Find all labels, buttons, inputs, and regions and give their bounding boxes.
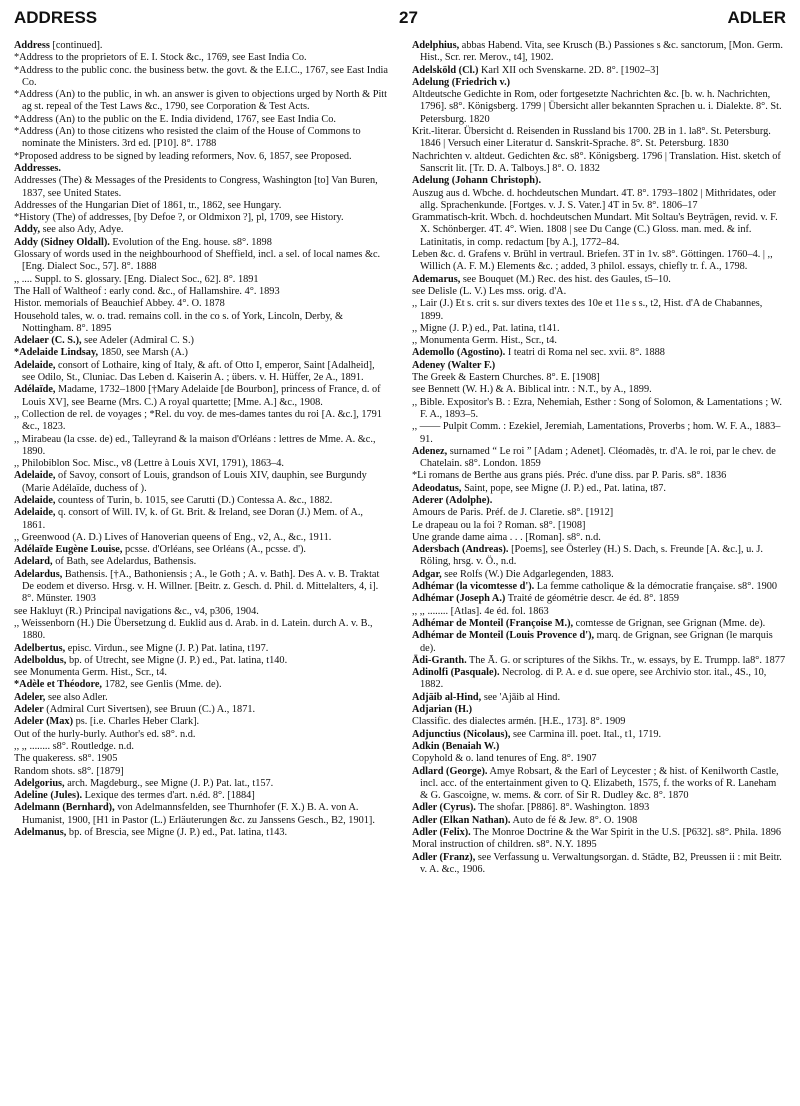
entry-text: ps. [i.e. Charles Heber Clark].: [73, 716, 200, 728]
catalog-entry: [412, 274, 786, 286]
catalog-entry: [412, 495, 786, 507]
page-number: 27: [399, 8, 418, 27]
entry-text: countess of Turin, b. 1015, see Carutti (D.) Contessa A. &c., 1882.: [55, 494, 333, 506]
entry-text: surnamed “ Le roi ” [Adam ; Adenet]. Cléomadès, tr. d'A. le roi, par le chev. de Chatelain. s8°. London. 1859: [420, 445, 776, 470]
catalog-entry: [14, 692, 388, 704]
catalog-entry: [412, 65, 786, 77]
catalog-entry: [412, 753, 786, 765]
catalog-entry: [14, 40, 388, 52]
entry-text: The Monroe Doctrine & the War Spirit in the U.S. [P632]. s8°. Phila. 1896: [470, 827, 782, 838]
catalog-entry: [14, 347, 388, 359]
entry-heading: Adelaer (C. S.),: [14, 335, 82, 347]
entry-text: abbas Habend. Vita, see Krusch (B.) Passiones s &c. sanctorum, [Mon. Germ. Hist., Scr. rer. Merov., t4], 1902.: [420, 40, 783, 64]
entry-text: Leben &c. d. Grafens v. Brühl in vertraul. Briefen. 3T in 1v. s8°. Göttingen. 1760–4. | ,, Willich (A. F. M.) Elements &c. ; added, 3 philol. essays, chiefly tr. f. A., 1798.: [412, 249, 773, 273]
catalog-entry: [412, 323, 786, 335]
entry-text: ,, Collection de rel. de voyages ; *Rel. du voy. de mes-dames tantes du roi [A. &c.], 1791 &c., 1823.: [14, 408, 382, 433]
entry-heading: Adler (Felix).: [412, 827, 471, 838]
entry-text: The Greek & Eastern Churches. 8°. E. [1908]: [412, 372, 600, 384]
entry-heading: Adelaide,: [14, 359, 56, 371]
catalog-entry: [14, 790, 388, 802]
entry-text: ,, ,, ........ s8°. Routledge. n.d.: [14, 740, 134, 752]
entry-text: see also Ady, Adye.: [40, 224, 124, 236]
catalog-entry: [14, 679, 388, 691]
entry-text: arch. Magdeburg., see Migne (J. P.) Pat. lat., t157.: [64, 777, 274, 789]
entry-text: Karl XII och Svenskarne. 2D. 8°. [1902–3]: [478, 64, 659, 76]
catalog-entry: [14, 470, 388, 495]
catalog-entry: [412, 249, 786, 274]
entry-text: ,, Weissenborn (H.) Die Übersetzung d. Euklid aus d. Arab. in d. Latein. durch A. v. B., 1880.: [14, 617, 373, 642]
catalog-entry: [14, 175, 388, 200]
catalog-entry: [412, 188, 786, 213]
catalog-entry: [412, 741, 786, 753]
entry-heading: Adelaide,: [14, 494, 56, 506]
catalog-entry: [412, 704, 786, 716]
entry-heading: Adeodatus,: [412, 482, 462, 494]
catalog-entry: [412, 802, 786, 814]
entry-text: 1850, see Marsh (A.): [98, 347, 188, 359]
entry-text: bp. of Utrecht, see Migne (J. P.) ed., Pat. latina, t140.: [66, 654, 288, 666]
catalog-entry: [412, 520, 786, 532]
entry-text: 1782, see Genlis (Mme. de).: [102, 679, 222, 691]
entry-text: see Rolfs (W.) Die Adgarlegenden, 1883.: [441, 568, 614, 580]
entry-heading: Ademarus,: [412, 273, 461, 285]
catalog-entry: [412, 729, 786, 741]
entry-text: Random shots. s8°. [1879]: [14, 765, 124, 777]
catalog-entry: [412, 151, 786, 176]
entry-heading: Adelphius,: [412, 40, 460, 51]
entry-text: ,, Monumenta Germ. Hist., Scr., t4.: [412, 335, 558, 347]
entry-text: (Admiral Curt Sivertsen), see Bruun (C.) A., 1871.: [43, 704, 256, 716]
catalog-entry: [412, 630, 786, 655]
catalog-entry: [14, 298, 388, 310]
catalog-entry: [412, 298, 786, 323]
catalog-entry: [14, 618, 388, 643]
entry-heading: Adelard,: [14, 556, 53, 568]
entry-text: Saint, pope, see Migne (J. P.) ed., Pat. latina, t87.: [461, 482, 666, 494]
entry-heading: Addy (Sidney Oldall).: [14, 236, 110, 248]
entry-text: *Li romans de Berthe aus grans piés. Préc. d'une diss. par P. Paris. s8°. 1836: [412, 470, 727, 482]
catalog-entry: [14, 704, 388, 716]
catalog-entry: [14, 544, 388, 556]
entry-text: Out of the hurly-burly. Author's ed. s8°. n.d.: [14, 728, 196, 740]
catalog-entry: [14, 114, 388, 126]
entry-heading: Adinolfi (Pasquale).: [412, 667, 500, 679]
entry-text: Evolution of the Eng. house. s8°. 1898: [109, 236, 272, 248]
header-right-word: ADLER: [727, 8, 786, 27]
entry-text: episc. Virdun., see Migne (J. P.) Pat. latina, t197.: [65, 642, 269, 654]
entry-text: ,, —— Pulpit Comm. : Ezekiel, Jeremiah, Lamentations, Proverbs ; hom. W. F. A., 1883–91.: [412, 421, 781, 445]
entry-text: see Monumenta Germ. Hist., Scr., t4.: [14, 667, 168, 679]
entry-heading: Adelbertus,: [14, 642, 66, 654]
catalog-entry: [14, 237, 388, 249]
catalog-entry: [14, 126, 388, 151]
catalog-entry: [412, 335, 786, 347]
entry-heading: Adelboldus,: [14, 654, 67, 666]
catalog-entry: [412, 470, 786, 482]
entry-heading: Adlard (George).: [412, 765, 488, 777]
entry-text: Auszug aus d. Wbche. d. hochdeutschen Mundart. 4T. 8°. 1793–1802 | Mithridates, oder allg. Sprachenkunde. [Fortges. v. J. S. Vater.] 4T in 5v. 8°. 1806–17: [412, 187, 777, 211]
entry-text: see Bouquet (M.) Rec. des hist. des Gaules, t5–10.: [460, 273, 671, 285]
catalog-entry: [14, 434, 388, 459]
entry-text: Copyhold & o. land tenures of Eng. 8°. 1907: [412, 753, 597, 765]
catalog-entry: [14, 163, 388, 175]
catalog-entry: [412, 569, 786, 581]
entry-heading: Adjarian (H.): [412, 704, 473, 716]
entry-heading: Adelsköld (Cl.): [412, 64, 479, 76]
catalog-entry: [14, 753, 388, 765]
entry-text: comtesse de Grignan, see Grignan (Mme. de).: [573, 617, 766, 629]
catalog-entry: [14, 335, 388, 347]
entry-text: ,, Lair (J.) Et s. crit s. sur divers textes des 10e et 11e s s., t2, Hist. d'A de Chabannes, 1899.: [412, 298, 763, 322]
entry-text: [continued].: [49, 40, 103, 51]
entry-text: ,, Migne (J. P.) ed., Pat. latina, t141.: [412, 322, 560, 334]
entry-text: see Delisle (L. V.) Les mss. orig. d'A.: [412, 285, 567, 297]
entry-text: [Poems], see Österley (H.) S. Dach, s. Freunde [A. &c.], u. J. Röling, hrsg. v. Ö., n.d.: [420, 544, 764, 568]
catalog-entry: [14, 286, 388, 298]
catalog-entry: [14, 52, 388, 64]
catalog-entry: [14, 802, 388, 827]
entry-text: von Adelmannsfelden, see Thurnhofer (F. X.) B. A. von A. Humanist, 1900, [H1 in Pastor (L.) Erläuterungen &c. zu Janssens Gesch., B2, 1901].: [22, 802, 375, 826]
entry-text: of Savoy, consort of Louis, grandson of Louis XIV, dauphin, see Burgundy (Marie Adélaïde, duchess of ).: [22, 470, 367, 494]
catalog-entry: [412, 175, 786, 187]
entry-text: ,, Greenwood (A. D.) Lives of Hanoverian queens of Eng., v2, A., &c., 1911.: [14, 531, 332, 543]
entry-heading: Adjāib al-Hind,: [412, 691, 482, 703]
entry-heading: Adeler,: [14, 691, 46, 703]
catalog-entry: [14, 766, 388, 778]
entry-text: *History (The) of addresses, [by Defoe ?, or Oldmixon ?], pl, 1709, see History.: [14, 212, 344, 224]
entry-text: The Ā. G. or scriptures of the Sikhs. Tr., w. essays, by E. Trumpp. la8°. 1877: [466, 654, 786, 666]
entry-text: The quakeress. s8°. 1905: [14, 753, 118, 765]
catalog-entry: [412, 483, 786, 495]
entry-heading: Adhémar (la vicomtesse d').: [412, 581, 535, 593]
entry-text: Le drapeau ou la foi ? Roman. s8°. [1908]: [412, 519, 586, 531]
catalog-entry: [412, 212, 786, 249]
entry-heading: Adhémar de Monteil (Françoise M.),: [412, 617, 574, 629]
entry-text: *Address to the public conc. the business betw. the govt. & the E.I.C., 1767, see East India Co.: [14, 64, 388, 88]
entry-text: Traité de géométrie descr. 4e éd. 8°. 1859: [505, 593, 680, 605]
catalog-entry: [412, 766, 786, 803]
entry-text: ,, Mirabeau (la csse. de) ed., Talleyrand & la maison d'Orléans : lettres de Mme. A. &c., 1890.: [14, 433, 376, 457]
catalog-entry: [14, 569, 388, 606]
entry-text: Amours de Paris. Préf. de J. Claretie. s8°. [1912]: [412, 507, 614, 519]
entry-text: Moral instruction of children. s8°. N.Y. 1895: [412, 839, 597, 851]
entry-text: Necrolog. di P. A. e d. sue opere, see Archivio stor. ital., 4S., 10, 1882.: [420, 667, 767, 691]
entry-heading: Adler (Franz),: [412, 851, 476, 863]
entry-text: ,, Philobiblon Soc. Misc., v8 (Lettre à Louis XVI, 1791), 1863–4.: [14, 458, 284, 470]
catalog-entry: [14, 741, 388, 753]
entry-heading: Ādi-Granth.: [412, 654, 467, 666]
entry-text: *Address to the proprietors of E. I. Stock &c., 1769, see East India Co.: [14, 52, 307, 64]
catalog-entry: [14, 495, 388, 507]
entry-text: Amye Robsart, & the Earl of Leycester ; & hist. of Kenilworth Castle, incl. acc. of the entertainment given to Q. Elizabeth, 1575, f. the works of R. Laneham & G. Gascoigne, w. mems. & corr. of Sir R. Dudley &c. 8°. 1870: [420, 765, 779, 802]
entry-heading: Adenez,: [412, 445, 448, 457]
catalog-entry: [14, 311, 388, 336]
catalog-entry: [14, 89, 388, 114]
catalog-entry: [412, 286, 786, 298]
entry-text: q. consort of Will. IV, k. of Gt. Brit. & Ireland, see Doran (J.) Mem. of A., 1861.: [22, 507, 363, 531]
left-column: [14, 40, 388, 839]
catalog-entry: [412, 372, 786, 384]
catalog-entry: [14, 778, 388, 790]
catalog-entry: [412, 618, 786, 630]
entry-text: Histor. memorials of Beauchief Abbey. 4°. O. 1878: [14, 298, 225, 310]
entry-text: Auto de fé & Jew. 8°. O. 1908: [510, 814, 638, 826]
catalog-entry: [412, 544, 786, 569]
catalog-entry: [412, 593, 786, 605]
entry-text: see Bennett (W. H.) & A. Biblical intr. : N.T., by A., 1899.: [412, 384, 652, 396]
entry-heading: Adelmanus,: [14, 827, 67, 838]
catalog-entry: [412, 397, 786, 422]
catalog-entry: [14, 507, 388, 532]
catalog-entry: [14, 200, 388, 212]
catalog-entry: [14, 151, 388, 163]
catalog-entry: [412, 77, 786, 89]
right-column: [412, 40, 786, 876]
catalog-entry: [412, 606, 786, 618]
entry-heading: Adler (Cyrus).: [412, 802, 476, 814]
entry-text: see also Adler.: [45, 691, 108, 703]
entry-heading: Adelgorius,: [14, 777, 65, 789]
entry-text: Household tales, w. o. trad. remains coll. in the co s. of York, Lincoln, Derby, & Nottingham. 8°. 1895: [14, 310, 343, 334]
catalog-entry: [412, 692, 786, 704]
entry-text: La femme catholique & la démocratie française. s8°. 1900: [534, 581, 778, 593]
entry-heading: Adeler (Max): [14, 716, 73, 728]
entry-text: bp. of Brescia, see Migne (J. P.) ed., Pat. latina, t143.: [66, 827, 288, 838]
catalog-entry: [412, 40, 786, 65]
entry-text: Madame, 1732–1800 [†Mary Adelaide [de Bourbon], princess of France, d. of Louis XV], see Bearne (Mrs. C.) A royal quartette; [Mme. A.] &c., 1908.: [22, 384, 381, 408]
entry-heading: Address: [14, 40, 50, 51]
catalog-entry: [14, 224, 388, 236]
entry-heading: Ademollo (Agostino).: [412, 347, 506, 359]
catalog-entry: [14, 827, 388, 839]
entry-text: ,, .... Suppl. to S. glossary. [Eng. Dialect Soc., 62]. 8°. 1891: [14, 273, 259, 285]
page-header: [14, 8, 786, 32]
catalog-entry: [14, 458, 388, 470]
catalog-entry: [14, 716, 388, 728]
entry-text: *Address (An) to the public, in wh. an answer is given to objections urged by North & Pitt ag st. repeal of the Test Laws &c., 1790, see Corporation & Test Acts.: [14, 89, 388, 113]
catalog-entry: [412, 532, 786, 544]
catalog-entry: [14, 667, 388, 679]
entry-text: see Adeler (Admiral C. S.): [81, 335, 194, 347]
catalog-entry: [412, 421, 786, 446]
catalog-entry: [412, 360, 786, 372]
catalog-entry: [412, 655, 786, 667]
entry-text: marq. de Grignan, see Grignan (le marquis de).: [420, 630, 773, 654]
catalog-entry: [14, 249, 388, 274]
entry-heading: Adélaïde,: [14, 384, 56, 396]
entry-heading: Adeline (Jules).: [14, 790, 83, 802]
entry-text: *Address (An) to those citizens who resisted the claim of the House of Commons to nominate the Ministers. 3rd ed. [P10]. 8°. 1788: [14, 126, 361, 150]
entry-text: see 'Ajāib al Hind.: [481, 691, 561, 703]
catalog-entry: [412, 815, 786, 827]
entry-heading: Adeney (Walter F.): [412, 359, 496, 371]
entry-text: I teatri di Roma nel sec. xvii. 8°. 1888: [505, 347, 665, 359]
entry-heading: *Adelaide Lindsay,: [14, 347, 99, 359]
entry-heading: Adelaide,: [14, 470, 56, 482]
catalog-entry: [14, 274, 388, 286]
catalog-entry: [14, 729, 388, 741]
entry-text: see Carmina ill. poet. Ital., t1, 1719.: [510, 728, 662, 740]
entry-heading: Addresses.: [14, 162, 62, 174]
entry-heading: Adjunctius (Nicolaus),: [412, 728, 511, 740]
catalog-entry: [14, 65, 388, 90]
entry-text: Classific. des dialectes armén. [H.E., 173]. 8°. 1909: [412, 716, 626, 728]
entry-heading: Adeler: [14, 704, 44, 716]
catalog-entry: [412, 384, 786, 396]
entry-heading: Adelung (Johann Christoph).: [412, 175, 542, 187]
entry-heading: Addy,: [14, 224, 41, 236]
entry-heading: Adelaide,: [14, 507, 56, 519]
entry-heading: Adhémar de Monteil (Louis Provence d'),: [412, 630, 595, 642]
entry-text: ,, Bible. Expositor's B. : Ezra, Nehemiah, Esther : Song of Solomon, & Lamentations ; W. F. A., 1893–5.: [412, 396, 782, 420]
catalog-entry: [14, 212, 388, 224]
catalog-entry: [14, 360, 388, 385]
entry-text: see Verfassung u. Verwaltungsorgan. d. Städte, B2, Preussen ii : mit Beitr. v. A. &c., 1906.: [420, 851, 782, 875]
catalog-entry: [412, 89, 786, 126]
entry-text: *Proposed address to be signed by leading reformers, Nov. 6, 1857, see Proposed.: [14, 150, 352, 162]
entry-text: Altdeutsche Gedichte in Rom, oder fortgesetzte Nachrichten &c. [b. w. h. Nachrichten, 1796]. s8°. Königsberg. 1799 | Übersicht aller bekannten Sprachen u. i. Dialekte. 8°. St. Petersburg. 1820: [412, 89, 782, 125]
entry-text: Lexique des termes d'art. n.éd. 8°. [1884]: [82, 790, 255, 802]
entry-heading: Adhémar (Joseph A.): [412, 593, 506, 605]
header-left-word: ADDRESS: [14, 8, 98, 27]
entry-text: The Hall of Waltheof : early cond. &c., of Hallamshire. 4°. 1893: [14, 285, 280, 297]
entry-heading: Adelung (Friedrich v.): [412, 76, 511, 88]
catalog-entry: [412, 827, 786, 839]
entry-heading: Aderer (Adolphe).: [412, 494, 493, 506]
catalog-entry: [14, 556, 388, 568]
entry-text: Une grande dame aima . . . [Roman]. s8°. n.d.: [412, 531, 601, 543]
catalog-entry: [412, 347, 786, 359]
catalog-entry: [14, 606, 388, 618]
catalog-entry: [412, 126, 786, 151]
entry-text: Grammatisch-krit. Wbch. d. hochdeutschen Mundart. Mit Soltau's Beyträgen, revid. v. F. X. Schönberger. 4T. 4°. Wien. 1808 | see Du Cange (C.) Gloss. man. med. & inf. Latinitatis, in comp. redactum [by A.], 1772–84.: [412, 212, 778, 248]
catalog-entry: [14, 643, 388, 655]
entry-text: of Bath, see Adelardus, Bathensis.: [52, 556, 197, 568]
entry-text: The shofar. [P886]. 8°. Washington. 1893: [475, 802, 650, 814]
catalog-entry: [14, 655, 388, 667]
catalog-entry: [412, 581, 786, 593]
catalog-entry: [412, 852, 786, 877]
entry-heading: Adgar,: [412, 568, 442, 580]
catalog-entry: [14, 384, 388, 409]
entry-text: consort of Lothaire, king of Italy, & aft. of Otto I, emperor, Saint [Adalheid], see Odilo, St., Cluniac. Das Leben d. Kaiserin A. ; übers. v. H. Hüffer, 2e A., 1891.: [22, 359, 375, 384]
entry-heading: *Adèle et Théodore,: [14, 679, 102, 691]
catalog-entry: [14, 409, 388, 434]
entry-text: Krit.-literar. Übersicht d. Reisenden in Russland bis 1700. 2B in 1. la8°. St. Petersburg. 1846 | Versuch einer Literatur d. Sanskrit-Sprache. 8°. St. Petersburg. 1830: [412, 126, 771, 150]
entry-text: see Hakluyt (R.) Principal navigations &c., v4, p306, 1904.: [14, 605, 259, 617]
entry-text: ,, ,, ........ [Atlas]. 4e éd. fol. 1863: [412, 605, 549, 617]
entry-heading: Adélaïde Eugène Louise,: [14, 544, 123, 556]
entry-text: Addresses of the Hungarian Diet of 1861, tr., 1862, see Hungary.: [14, 199, 282, 211]
entry-heading: Adelardus,: [14, 568, 63, 580]
entry-text: pcsse. d'Orléans, see Orléans (A., pcsse. d').: [122, 544, 306, 556]
entry-heading: Adelmann (Bernhard),: [14, 802, 115, 814]
entry-text: Nachrichten v. altdeut. Gedichten &c. s8°. Königsberg. 1796 | Translation. Hist. sketch of Sanscrit lit. [Tr. D. A. Talboys.] 8°. O. 1832: [412, 150, 781, 174]
catalog-entry: [412, 446, 786, 471]
entry-text: *Address (An) to the public on the E. India dividend, 1767, see East India Co.: [14, 113, 336, 125]
entry-heading: Adkin (Benaiah W.): [412, 740, 500, 752]
catalog-entry: [412, 716, 786, 728]
catalog-entry: [14, 532, 388, 544]
catalog-entry: [412, 667, 786, 692]
entry-text: Bathensis. [†A., Bathoniensis ; A., le Goth ; A. v. Bath]. Des A. v. B. Traktat De eodem et diverso. Hrsg. v. H. Willner. [Beitr. z. Gesch. d. Phil. d. Mittelalters, 4, i]. 8°. Münster. 1903: [22, 568, 380, 605]
catalog-entry: [412, 839, 786, 851]
entry-text: Addresses (The) & Messages of the Presidents to Congress, Washington [to] Van Buren, 1837, see United States.: [14, 175, 378, 199]
catalog-entry: [412, 507, 786, 519]
entry-heading: Adersbach (Andreas).: [412, 544, 509, 556]
entry-heading: Adler (Elkan Nathan).: [412, 814, 511, 826]
entry-text: Glossary of words used in the neighbourhood of Sheffield, incl. a sel. of local names &c. [Eng. Dialect Soc., 57]. 8°. 1888: [14, 249, 381, 273]
